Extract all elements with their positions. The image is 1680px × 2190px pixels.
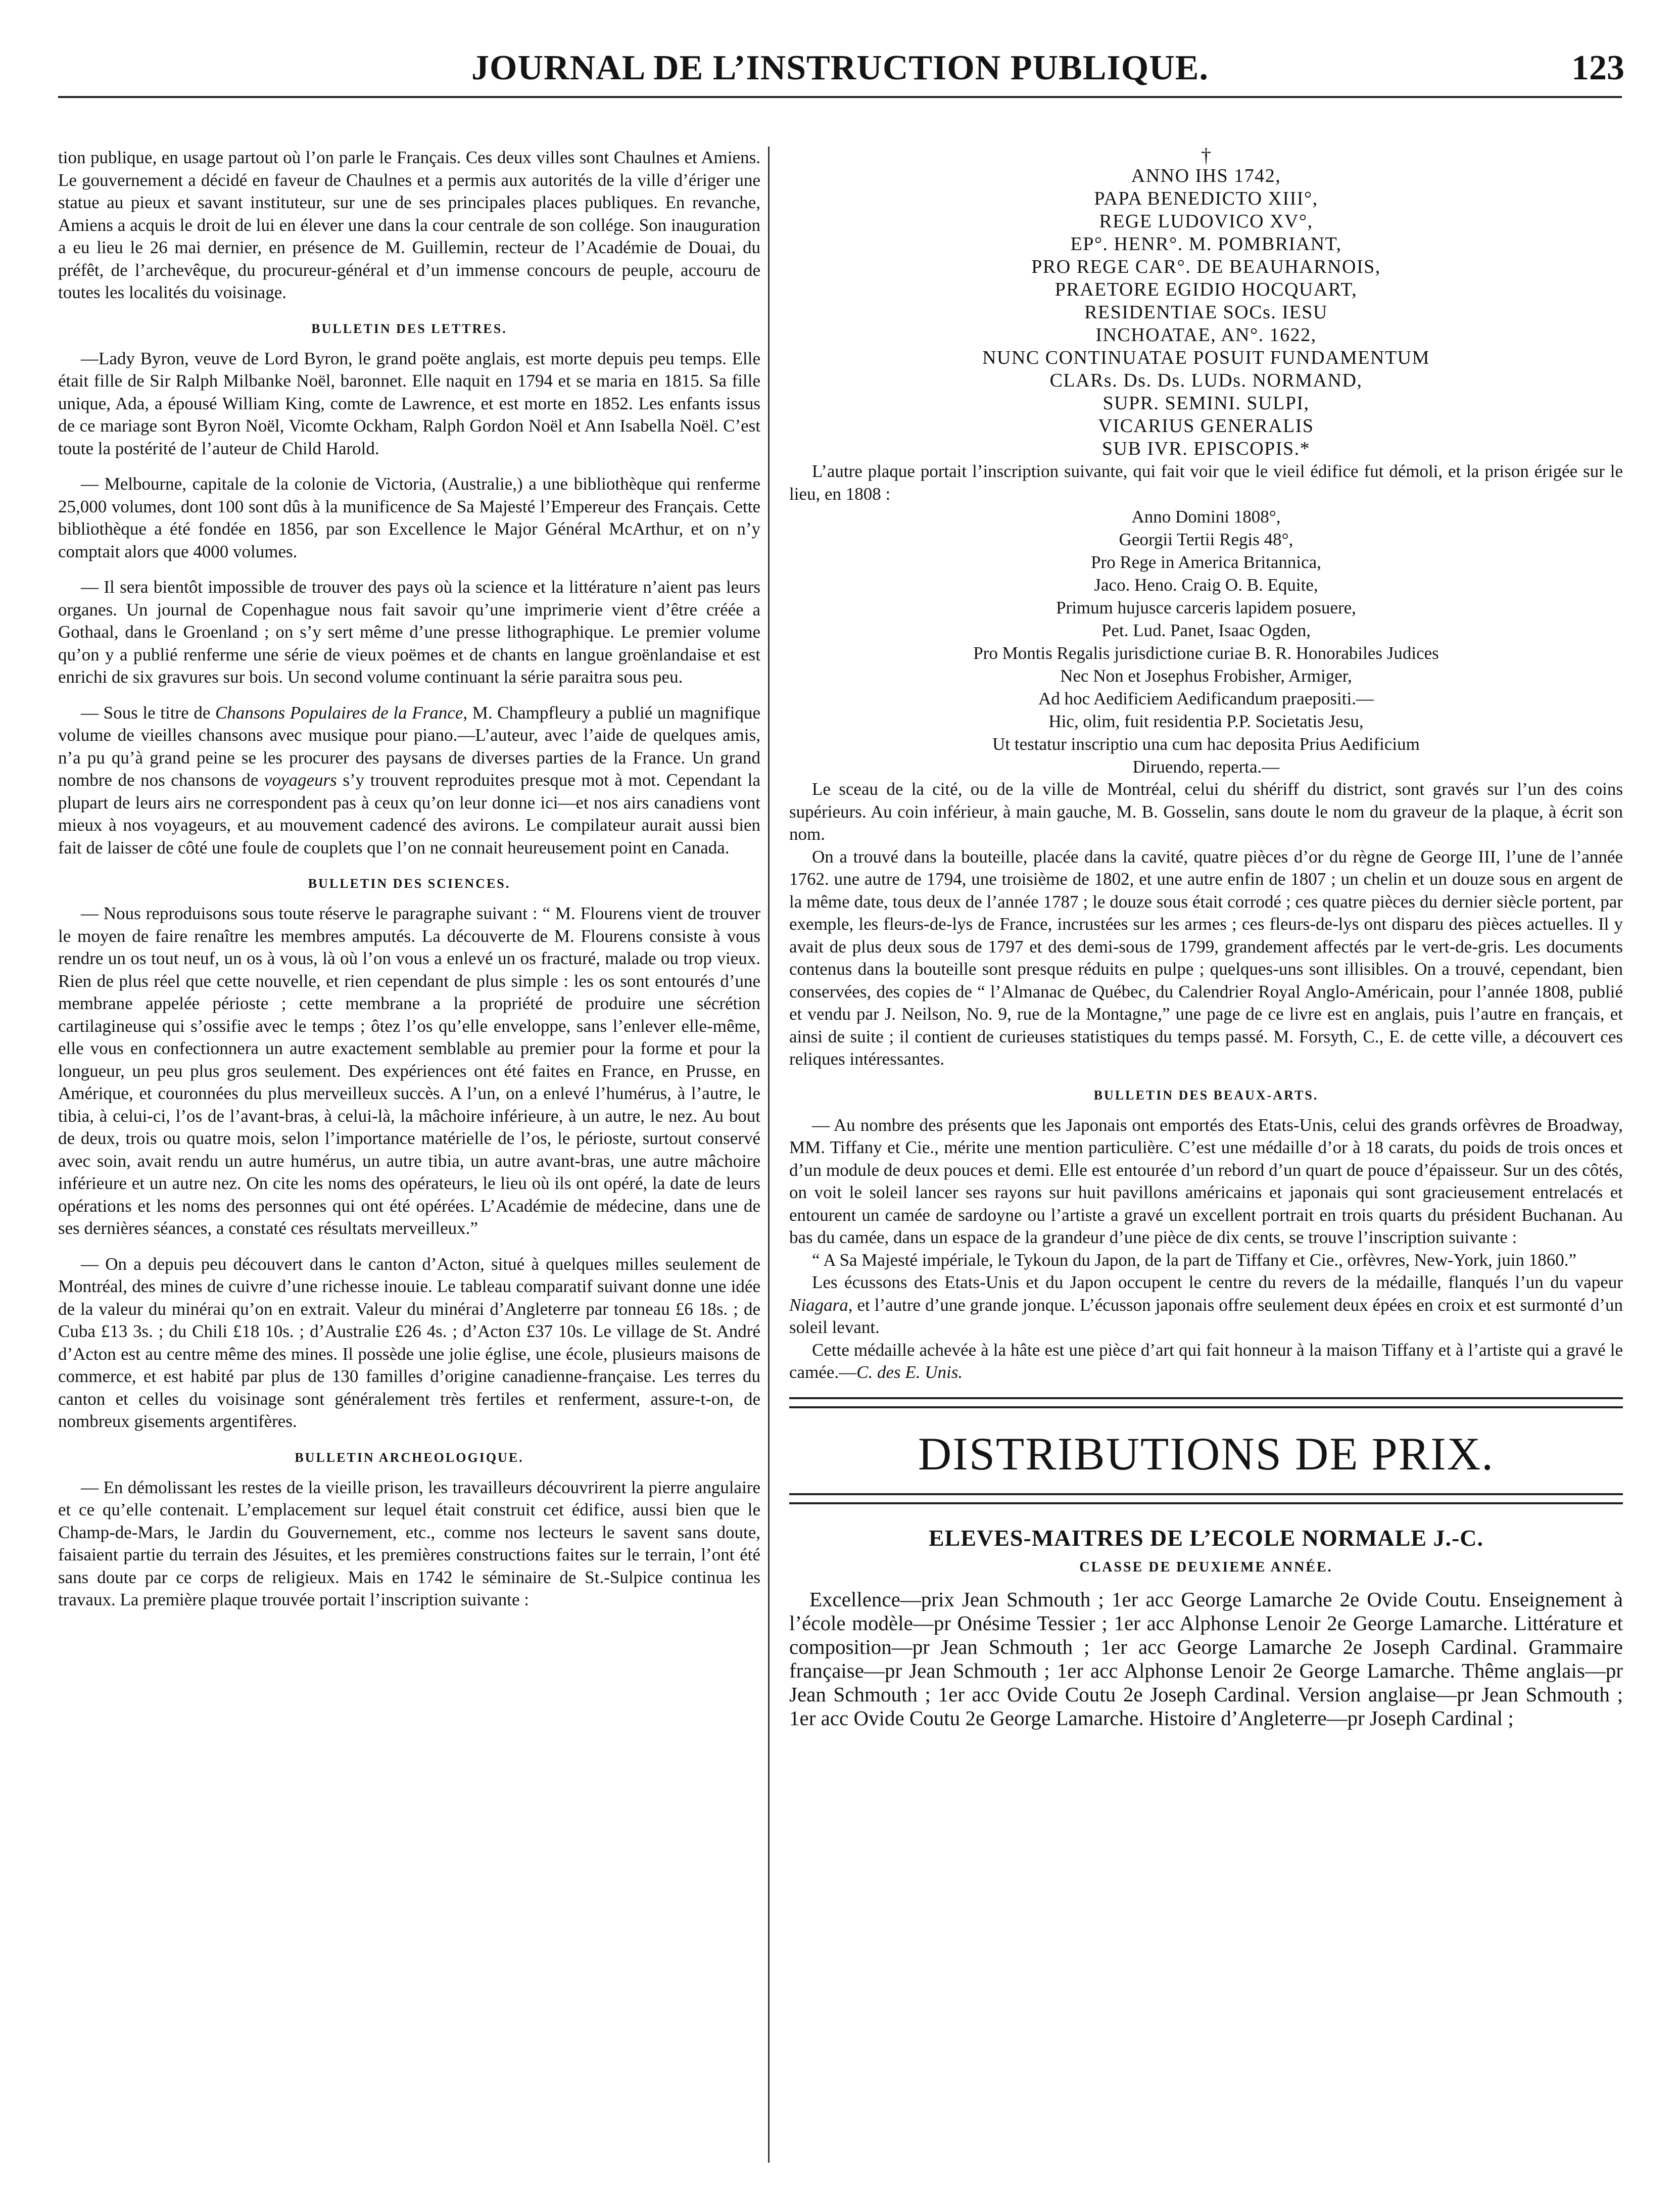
paragraph-groenland: — Il sera bientôt impossible de trouver des pays où la science et la littérature n’aient pas leurs organes. Un journal de Copenhague nous fait savoir qu’une imprimerie vient d’être créée a Gothaal, dans le Groenland ; on s’y sert même d’une presse lithographique. Le premier volume qu’on y a publié renferme une série de vieux poëmes et de chants en langue groënlandaise et est enrichi de six gravures sur bois. Un second volume continuant la série paraitra sous peu. — [58, 577, 760, 687]
inscription-line: Jaco. Heno. Craig O. B. Equite, — [1094, 575, 1318, 595]
heading-bulletin-lettres: BULLETIN DES LETTRES. — [311, 321, 507, 336]
paragraph-flourens: — Nous reproduisons sous toute réserve le paragraphe suivant : “ M. Flourens vient de trouver le moyen de faire renaître les membres amputés. La découverte de M. Flourens consiste à vous rendre un os tout neuf, un os à vous, là où l’on vous a enlevé un os fracturé, malade ou trop vieux. Rien de plus réel que cette nouvelle, et rien cependant de plus simple : les os sont entourés d’une membrane appelée périoste ; cette membrane a la propriété de produire une sécrétion cartilagineuse qui s’ossifie avec le temps ; ôtez l’os qu’elle enveloppe, sans l’enlever elle-même, elle vous en confectionnera un autre exactement semblable au premier pour la forme et pour la longueur, un peu plus gros seulement. Des expériences ont été faites en France, en Prusse, en Amérique, et couronnées du plus merveilleux succès. A l’un, on a enlevé l’humérus, à l’autre, le tibia, à celui-ci, l’os de l’avant-bras, à celui-là, la mâchoire inférieure, à un autre, le nez. Au bout de deux, trois ou quatre mois, selon l’importance matérielle de l’os, le périoste, surtout conservé avec soin, avait rendu un autre humérus, un autre tibia, un autre avant-bras, une autre mâchoire inférieure et un autre nez. On cite les noms des opérateurs, le lieu où ils ont opéré, la date de leurs opérations et les noms des personnes qui ont été opérées. L’Académie de médecine, dans une de ses dernières séances, a constaté ces résultats merveilleux.” — [58, 903, 760, 1238]
ecussons-ship-name: Niagara — [789, 1295, 848, 1315]
inscription-line: Primum hujusce carceris lapidem posuere, — [1056, 598, 1356, 617]
inscription-line: Nec Non et Josephus Frobisher, Armiger, — [1060, 666, 1352, 686]
heading-bulletin-archeologique: BULLETIN ARCHEOLOGIQUE. — [295, 1450, 524, 1465]
inscription-line: PAPA BENEDICTO XIII°, — [1094, 188, 1318, 209]
inscription-line: PRAETORE EGIDIO HOCQUART, — [1054, 279, 1358, 300]
inscription-line: Georgii Tertii Regis 48°, — [1119, 530, 1293, 549]
inscription-line: ANNO IHS 1742, — [1131, 165, 1281, 186]
paragraph-tykoun-inscription: “ A Sa Majesté impériale, le Tykoun du Japon, de la part de Tiffany et Cie., orfèvres, New-York, juin 1860.” — [812, 1250, 1576, 1270]
ecussons-text-1: Les écussons des Etats-Unis et du Japon occupent le centre du revers de la médaille, flanqués l’un du vapeur — [812, 1272, 1623, 1292]
paragraph-sceau: Le sceau de la cité, ou de la ville de Montréal, celui du shériff du district, sont gravés sur l’un des coins supérieurs. Au coin inférieur, à main gauche, M. B. Gosselin, sans doute le nom du graveur de la plaque, à écrit son nom. — [789, 779, 1623, 844]
paragraph-lady-byron: —Lady Byron, veuve de Lord Byron, le grand poëte anglais, est morte depuis peu temps. Elle était fille de Sir Ralph Milbanke Noël, baronnet. Elle naquit en 1794 et se maria en 1815. Sa fille unique, Ada, a épousé William King, comte de Lawrence, et est morte en 1852. Les enfants issus de ce mariage sont Byron Noël, Vicomte Ockham, Ralph Gordon Noël et Ann Isabella Noël. C’est toute la postérité de l’auteur de Child Harold. — [58, 348, 760, 458]
inscription-line: INCHOATAE, AN°. 1622, — [1095, 324, 1317, 346]
inscription-line: SUPR. SEMINI. SULPI, — [1102, 393, 1310, 414]
cross-symbol: † — [1201, 147, 1211, 167]
inscription-line: EP°. HENR°. M. POMBRIANT, — [1070, 233, 1342, 255]
chansons-text-3: s’y trouvent reproduites presque mot à mot. Cependant la plupart de leurs airs ne correspondent pas à ceux qu’on leur donne ici—et nos airs canadiens vont mieux à nos voyageurs, et au mouvement cadencé des avirons. Le compilateur aurait aussi bien fait de laisser de côté une foule de couplets que l’on ne connait heureusement point en Canada. — [58, 770, 760, 858]
inscription-line: REGE LUDOVICO XV°, — [1099, 211, 1313, 232]
header-rule — [58, 96, 1622, 98]
chansons-text-2: , M. Champfleury a publié un magnifique volume de vieilles chansons avec musique pour piano.—L’auteur, avec l’aide de quelques amis, n’a pu qu’à grand peine se les procurer des paysans de diverses parties de la France. Un grand nombre de nos chansons de — [58, 702, 760, 790]
source-signature: C. des E. Unis. — [856, 1362, 963, 1382]
heading-bulletin-beaux-arts: BULLETIN DES BEAUX-ARTS. — [1093, 1087, 1319, 1103]
paragraph-autre-plaque: L’autre plaque portait l’inscription suivante, qui fait voir que le vieil édifice fut démoli, et la prison érigée sur le lieu, en 1808 : — [789, 461, 1623, 504]
inscription-line: Ad hoc Aedificiem Aedificandum praepositi.— — [1038, 689, 1374, 708]
inscription-line: NUNC CONTINUATAE POSUIT FUNDAMENTUM — [982, 347, 1430, 368]
inscription-line: VICARIUS GENERALIS — [1098, 415, 1314, 437]
latin-inscription-1742 — [789, 165, 1623, 460]
paragraph-medaille-achevee — [789, 1339, 1623, 1384]
inscription-line: Hic, olim, fuit residentia P.P. Societatis Jesu, — [1048, 711, 1364, 731]
paragraph-prize-list: Excellence—prix Jean Schmouth ; 1er acc George Lamarche 2e Ovide Coutu. Enseignement à l’école modèle—pr Onésime Tessier ; 1er acc Alphonse Lenoir 2e George Lamarche. Littérature et composition—pr Jean Schmouth ; 1er acc George Lamarche 2e Joseph Cardinal. Grammaire française—pr Jean Schmouth ; 1er acc Alphonse Lenoir 2e George Lamarche. Thême anglais—pr Jean Schmouth ; 1er acc Ovide Coutu 2e Joseph Cardinal. Version anglaise—pr Jean Schmouth ; 1er acc Ovide Coutu 2e George Lamarche. Histoire d’Angleterre—pr Joseph Cardinal ; — [789, 1587, 1623, 1730]
heading-bulletin-sciences: BULLETIN DES SCIENCES. — [308, 876, 511, 891]
chansons-book-title: Chansons Populaires de la France — [215, 702, 463, 723]
subsection-title-ecole-normale: ELEVES-MAITRES DE L’ECOLE NORMALE J.-C. — [928, 1525, 1484, 1551]
running-head: JOURNAL DE L’INSTRUCTION PUBLIQUE. — [471, 49, 1209, 87]
page-number: 123 — [1571, 49, 1624, 87]
inscription-line: Pet. Lud. Panet, Isaac Ogden, — [1101, 621, 1311, 640]
section-double-rule-bottom — [789, 1493, 1623, 1504]
paragraph-melbourne: — Melbourne, capitale de la colonie de Victoria, (Australie,) a une bibliothèque qui renferme 25,000 volumes, dont 100 sont dûs à la munificence de Sa Majesté l’Empereur des Français. Cette bibliothèque a été fondée en 1856, par son Excellence le Major Général McArthur, et on n’y comptait alors que 4000 volumes. — [58, 474, 760, 561]
medaille-text: Cette médaille achevée à la hâte est une pièce d’art qui fait honneur à la maison Tiffany et à l’artiste qui a gravé le camée.— — [789, 1340, 1623, 1382]
latin-inscription-1808 — [789, 505, 1623, 778]
inscription-line: Pro Montis Regalis jurisdictione curiae B. R. Honorabiles Judices — [973, 643, 1439, 663]
inscription-line: Ut testatur inscriptio una cum hac deposita Prius Aedificium — [992, 734, 1420, 754]
paragraph-bouteille: On a trouvé dans la bouteille, placée dans la cavité, quatre pièces d’or du règne de George III, l’une de l’année 1762. une autre de 1794, une troisième de 1802, et une autre enfin de 1807 ; un chelin et un douze sous en argent de la même date, tous deux de l’année 1787 ; le douze sous était corrodé ; ces quatre pièces du dernier siècle portent, par exemple, les fleurs-de-lys de France, incrustées sur les armes ; ces fleurs-de-lys ont disparu des pièces actuelles. Il y avait de plus deux sous de 1797 et des demi-sous de 1799, grandement affectés par le vert-de-gris. Les documents contenus dans la bouteille sont presque réduits en pulpe ; quelques-uns sont illisibles. On a trouvé, cependant, bien conservées, des copies de “ l’Almanac de Québec, du Calendrier Royal Anglo-Américain, pour l’année 1808, publié et vendu par J. Neilson, No. 9, rue de la Montagne,” une page de ce livre est en anglais, puis l’autre en français, et ainsi de suite ; il contient de curieuses statistiques du temps passé. M. Forsyth, C., E. de cette ville, a découvert ces reliques intéressantes. — [789, 846, 1623, 1069]
paragraph-chansons-populaires — [58, 702, 760, 860]
chansons-text-1: — Sous le titre de — [81, 702, 216, 723]
inscription-line: PRO REGE CAR°. DE BEAUHARNOIS, — [1031, 256, 1381, 277]
right-column — [789, 147, 1623, 2163]
paragraph-acton-mines: — On a depuis peu découvert dans le canton d’Acton, situé à quelques milles seulement de Montréal, des mines de cuivre d’une richesse inouie. Le tableau comparatif suivant donne une idée de la valeur du minérai qu’on en extrait. Valeur du minérai d’Angleterre par tonneau £6 18s. ; de Cuba £13 3s. ; du Chili £18 10s. ; d’Australie £26 4s. ; d’Acton £37 10s. Le village de St. André d’Acton est au centre même des mines. Il possède une jolie église, une école, plusieurs maisons de commerce, et est habité par plus de 130 familles d’origine canadienne-française. Les terres du canton et celles du voisinage sont généralement très fertiles et renferment, assure-t-on, de nombreux gisements argentifères. — [58, 1254, 760, 1431]
inscription-line: CLARs. Ds. Ds. LUDs. NORMAND, — [1049, 370, 1363, 391]
section-double-rule — [789, 1397, 1623, 1408]
column-divider — [768, 147, 770, 2163]
paragraph-chaulnes-amiens: tion publique, en usage partout où l’on parle le Français. Ces deux villes sont Chaulnes et Amiens. Le gouvernement a décidé en faveur de Chaulnes et a permis aux autorités de la ville d’ériger une statue au pieux et savant instituteur, sur une de ses principales places publiques. En revanche, Amiens a acquis le droit de lui en élever une dans la cour centrale de son collége. Son inauguration a eu lieu le 26 mai dernier, en présence de M. Guillemin, recteur de l’Académie de Douai, du préfêt, de l’archevêque, du procureur-général et d’un immense concours de peuple, accouru de toutes les localités du voisinage. — [58, 148, 760, 302]
ecussons-text-2: , et l’autre d’une grande jonque. L’écusson japonais offre seulement deux épées en croix et est surmonté d’un soleil levant. — [789, 1295, 1623, 1337]
paragraph-japonais-medaille: — Au nombre des présents que les Japonais ont emportés des Etats-Unis, celui des grands orfèvres de Broadway, MM. Tiffany et Cie., mérite une mention particulière. C’est une médaille d’or à 18 carats, du poids de trois onces et d’un module de deux pouces et demi. Elle est entourée d’un rebord d’un quart de pouce d’épaisseur. Sur un des côtés, on voit le soleil lancer ses rayons sur huit pavillons américains et japonais qui sont gracieusement entrelacés et entourent un camée de sardoyne ou l’artiste a gravé un excellent portrait en trois quarts du président Buchanan. Au bas du camée, dans un espace de la grandeur d’une pièce de dix cents, se trouve l’inscription suivante : — [789, 1115, 1623, 1247]
paragraph-ecussons — [789, 1271, 1623, 1339]
inscription-line: RESIDENTIAE SOCs. IESU — [1084, 302, 1328, 323]
paragraph-vieille-prison: — En démolissant les restes de la vieille prison, les travailleurs découvrirent la pierre angulaire et ce qu’elle contenait. L’emplacement sur lequel était construit cet édifice, aussi bien que le Champ-de-Mars, le Jardin du Gouvernement, etc., comme nos lecteurs le savent sans doute, faisaient partie du terrain des Jésuites, et les premières constructions faites sur le terrain, l’ont été sans doute par ce corps de religieux. Mais en 1742 le séminaire de St.-Sulpice continua les travaux. La première plaque trouvée portait l’inscription suivante : — [58, 1477, 760, 1609]
inscription-line: Anno Domini 1808°, — [1131, 507, 1281, 527]
inscription-line: Pro Rege in America Britannica, — [1091, 552, 1321, 572]
inscription-line: Diruendo, reperta.— — [1132, 757, 1280, 777]
inscription-line: SUB IVR. EPISCOPIS.* — [1101, 438, 1311, 459]
left-column — [58, 147, 760, 2163]
section-title-distributions: DISTRIBUTIONS DE PRIX. — [918, 1427, 1495, 1480]
chansons-voyageurs-word: voyageurs — [264, 770, 337, 790]
class-title: CLASSE DE DEUXIEME ANNÉE. — [1079, 1559, 1333, 1575]
